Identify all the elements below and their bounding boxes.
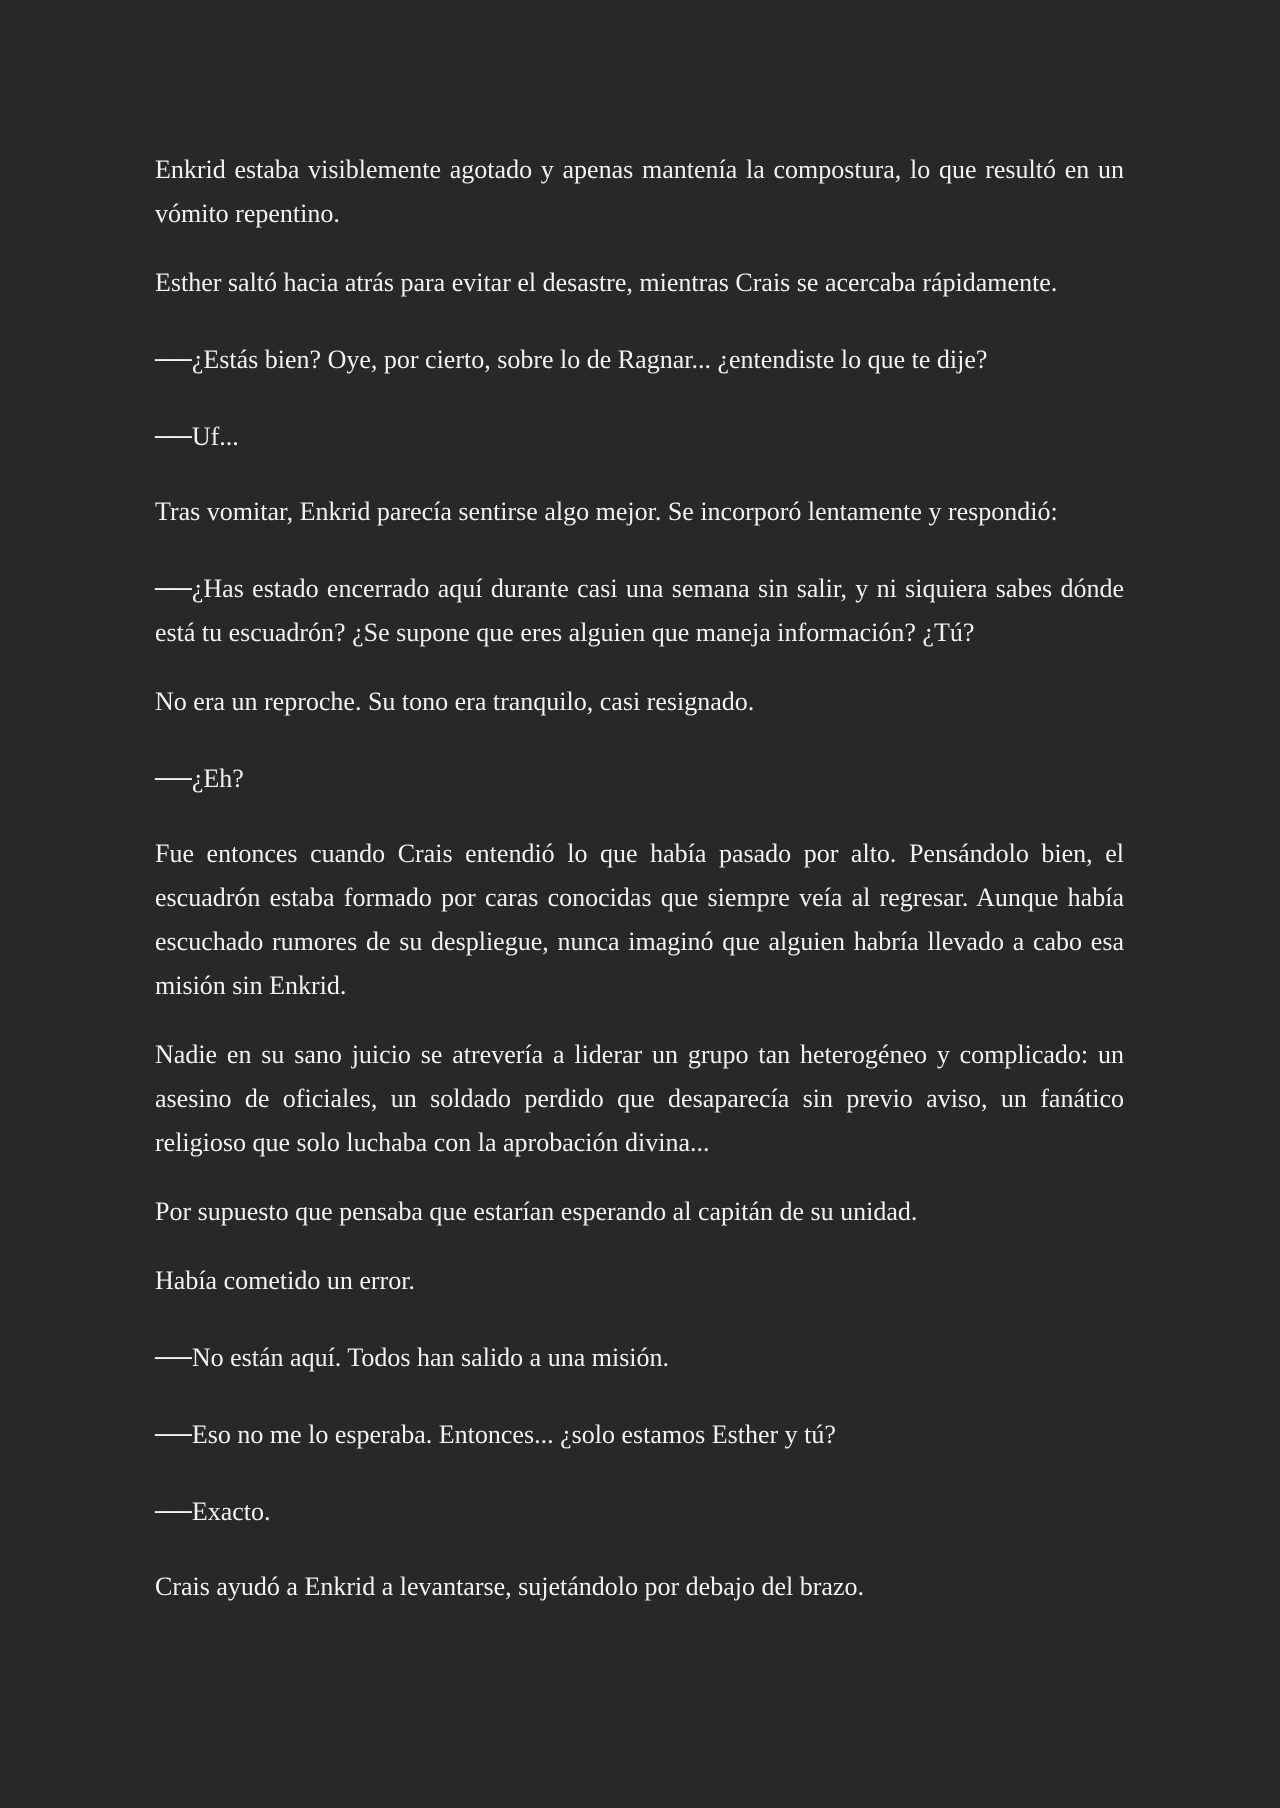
dialogue-line-2: ──Uf...	[155, 422, 239, 451]
paragraph-8: Había cometido un error.	[155, 1266, 415, 1295]
dialogue-line-4: ──¿Eh?	[155, 764, 244, 793]
paragraph-7: Por supuesto que pensaba que estarían esperando al capitán de su unidad.	[155, 1197, 918, 1226]
paragraph-9: Crais ayudó a Enkrid a levantarse, sujetándolo por debajo del brazo.	[155, 1572, 864, 1601]
paragraph-2: Esther saltó hacia atrás para evitar el desastre, mientras Crais se acercaba rápidamente.	[155, 268, 1058, 297]
dialogue-line-7: ──Exacto.	[155, 1497, 271, 1526]
paragraph-5: Fue entonces cuando Crais entendió lo que había pasado por alto. Pensándolo bien, el escuadrón estaba formado por caras conocidas que siempre veía al regresar. Aunque había escuchado rumores de su despliegue, nunca imaginó que alguien habría llevado a cabo esa misión sin Enkrid.	[155, 839, 1124, 1000]
dialogue-line-6: ──Eso no me lo esperaba. Entonces... ¿solo estamos Esther y tú?	[155, 1420, 836, 1449]
paragraph-6: Nadie en su sano juicio se atrevería a liderar un grupo tan heterogéneo y complicado: un asesino de oficiales, un soldado perdido que desaparecía sin previo aviso, un fanático religioso que solo luchaba con la aprobación divina...	[155, 1040, 1124, 1157]
dialogue-line-3: ──¿Has estado encerrado aquí durante casi una semana sin salir, y ni siquiera sabes dónde está tu escuadrón? ¿Se supone que eres alguien que maneja información? ¿Tú?	[155, 574, 1124, 647]
paragraph-4: No era un reproche. Su tono era tranquilo, casi resignado.	[155, 687, 755, 716]
dialogue-line-1: ──¿Estás bien? Oye, por cierto, sobre lo de Ragnar... ¿entendiste lo que te dije?	[155, 345, 988, 374]
chapter-text	[155, 148, 1124, 1609]
paragraph-1: Enkrid estaba visiblemente agotado y apenas mantenía la compostura, lo que resultó en un vómito repentino.	[155, 155, 1124, 228]
dialogue-line-5: ──No están aquí. Todos han salido a una misión.	[155, 1343, 670, 1372]
paragraph-3: Tras vomitar, Enkrid parecía sentirse algo mejor. Se incorporó lentamente y respondió:	[155, 497, 1058, 526]
